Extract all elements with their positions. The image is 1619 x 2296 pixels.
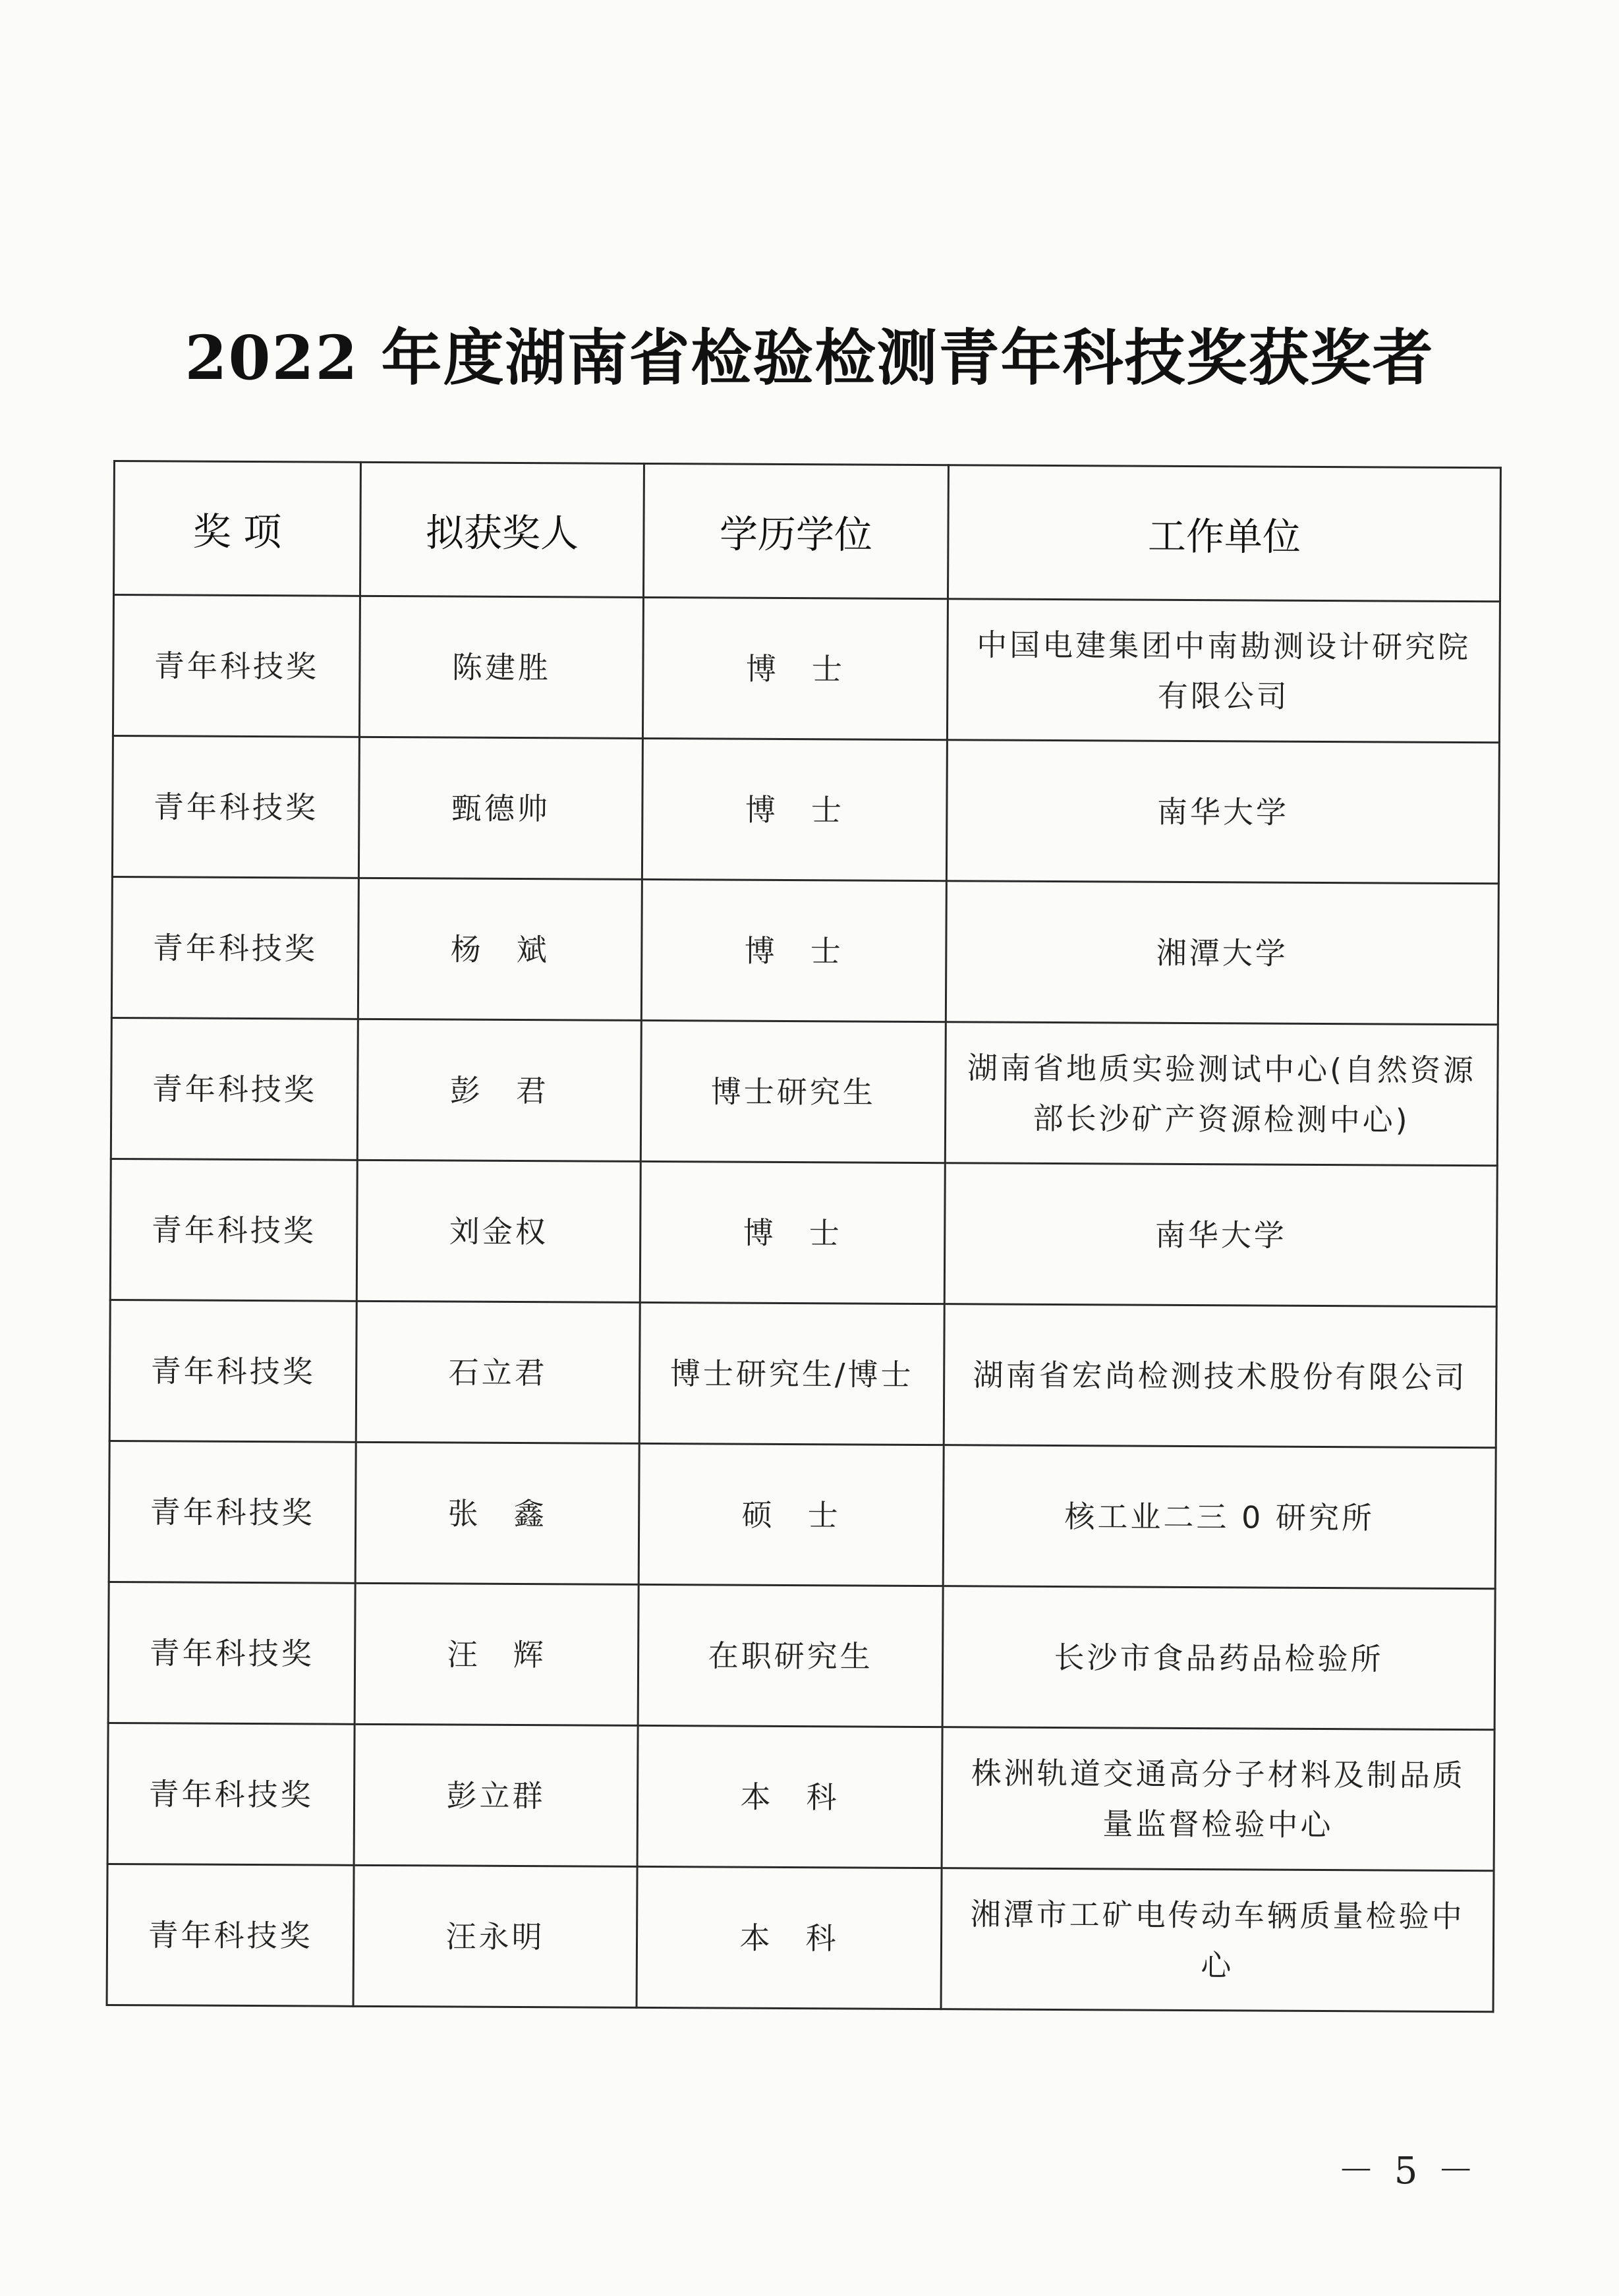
cell-unit: 湘潭大学 [946,881,1498,1025]
cell-degree: 本 科 [637,1866,942,2009]
table-row [109,1441,1496,1588]
cell-degree: 在职研究生 [638,1584,943,1727]
header-degree: 学历学位 [643,463,948,598]
cell-award: 青年科技奖 [113,595,360,737]
cell-unit: 南华大学 [944,1163,1497,1307]
table-header-row [114,461,1501,602]
cell-degree: 博 士 [641,879,946,1021]
cell-award: 青年科技奖 [109,1441,356,1583]
table-row [111,1018,1498,1165]
cell-degree: 本 科 [637,1725,942,1868]
cell-name: 杨 斌 [358,878,642,1020]
cell-award: 青年科技奖 [112,736,359,878]
cell-award: 青年科技奖 [107,1723,355,1865]
cell-award: 青年科技奖 [107,1864,354,2006]
table-row [110,1159,1497,1306]
cell-name: 彭立群 [354,1724,638,1866]
table-row [107,1864,1494,2011]
cell-unit: 湖南省地质实验测试中心(自然资源部长沙矿产资源检测中心) [945,1022,1498,1166]
cell-unit: 长沙市食品药品检验所 [942,1586,1495,1730]
cell-unit: 湖南省宏尚检测技术股份有限公司 [944,1304,1496,1448]
table-row [107,1723,1494,1870]
awardees-table [106,460,1502,2013]
cell-unit: 南华大学 [946,740,1499,884]
table-row [113,595,1500,743]
table-row [108,1582,1495,1729]
cell-degree: 博士研究生/博士 [639,1302,944,1445]
cell-degree: 博 士 [640,1161,945,1304]
cell-award: 青年科技奖 [111,1018,358,1160]
header-work-unit: 工作单位 [948,465,1500,602]
table-row [112,736,1499,884]
table-row [109,1300,1496,1447]
table-row [111,876,1498,1024]
page-title: 2022 年度湖南省检验检测青年科技奖获奖者 [185,322,1434,393]
cell-name: 刘金权 [356,1160,640,1302]
cell-name: 甄德帅 [358,737,642,879]
cell-unit: 中国电建集团中南勘测设计研究院有限公司 [947,599,1500,743]
cell-degree: 博 士 [642,738,947,880]
cell-award: 青年科技奖 [110,1159,357,1301]
cell-name: 张 鑫 [355,1442,639,1584]
cell-award: 青年科技奖 [109,1300,356,1442]
cell-degree: 博 士 [642,597,948,739]
cell-name: 石立君 [356,1301,640,1443]
header-award: 奖 项 [114,461,361,596]
cell-name: 陈建胜 [359,596,643,738]
cell-name: 彭 君 [357,1019,641,1161]
cell-unit: 株洲轨道交通高分子材料及制品质量监督检验中心 [942,1727,1494,1871]
cell-award: 青年科技奖 [111,876,358,1019]
cell-award: 青年科技奖 [108,1582,355,1724]
cell-unit: 核工业二三 0 研究所 [943,1445,1496,1589]
page-number: － 5 － [1338,2150,1479,2193]
cell-unit: 湘潭市工矿电传动车辆质量检验中心 [941,1868,1494,2012]
cell-name: 汪永明 [353,1865,637,2007]
cell-degree: 硕 士 [639,1443,944,1586]
cell-name: 汪 辉 [355,1583,639,1725]
cell-degree: 博士研究生 [640,1020,946,1162]
header-awardee: 拟获奖人 [360,462,644,597]
